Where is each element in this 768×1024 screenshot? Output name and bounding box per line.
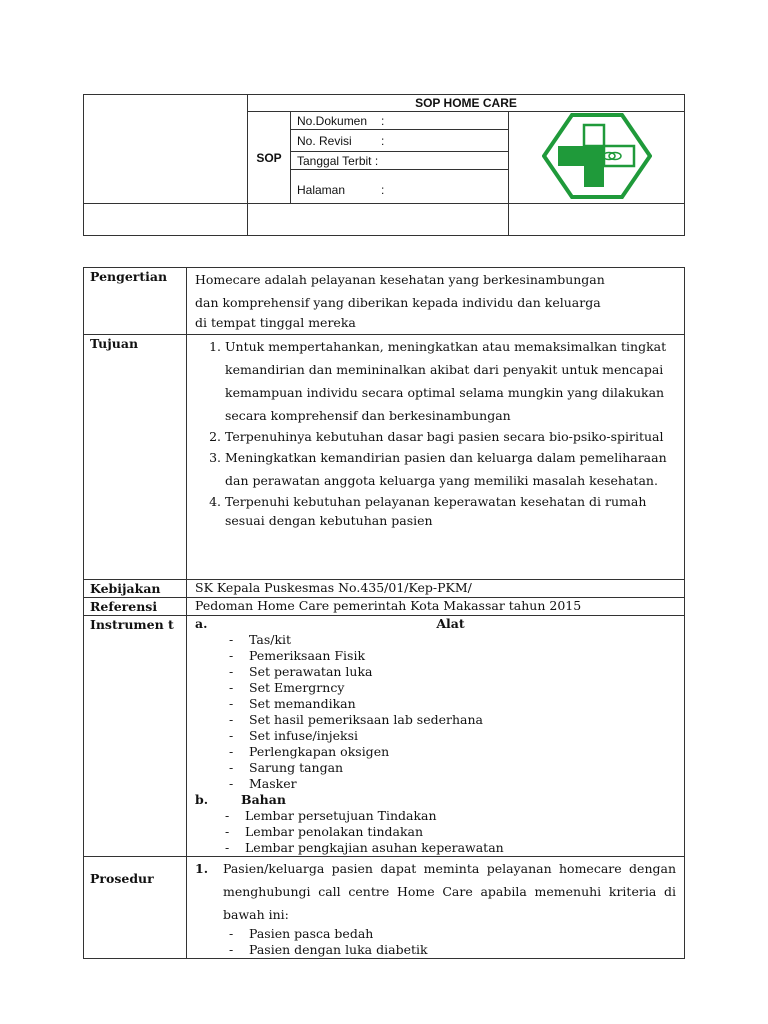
list-item: - Sarung tangan — [229, 760, 676, 776]
content-prosedur — [187, 857, 685, 959]
alat-list — [195, 632, 676, 792]
label-kebijakan: Kebijakan — [84, 580, 187, 598]
list-item: - Set hasil pemeriksaan lab sederhana — [229, 712, 676, 728]
list-item: - Lembar persetujuan Tindakan — [225, 808, 676, 824]
list-item: - Perlengkapan oksigen — [229, 744, 676, 760]
list-item: - Lembar pengkajian asuhan keperawatan — [225, 840, 676, 856]
list-item: - Tas/kit — [229, 632, 676, 648]
list-item: 4. Terpenuhi kebutuhan pelayanan keperawatan kesehatan di rumah sesuai dengan kebutuhan pasien — [225, 492, 676, 530]
sop-content-table — [83, 267, 685, 959]
sop-label: SOP — [248, 112, 291, 204]
list-item: - Set Emergrncy — [229, 680, 676, 696]
row-kebijakan — [84, 580, 685, 598]
footer-blank-cell-3 — [509, 204, 685, 236]
list-item: - Set memandikan — [229, 696, 676, 712]
content-referensi: Pedoman Home Care pemerintah Kota Makassar tahun 2015 — [187, 598, 685, 616]
field-no-dokumen: No.Dokumen : — [291, 112, 509, 130]
list-item: - Set infuse/injeksi — [229, 728, 676, 744]
sop-header-table — [83, 94, 685, 236]
field-tanggal-terbit: Tanggal Terbit : — [291, 152, 509, 170]
list-item: 2. Terpenuhinya kebutuhan dasar bagi pasien secara bio-psiko-spiritual — [225, 427, 676, 446]
prosedur-item: 1. Pasien/keluarga pasien dapat meminta pelayanan homecare dengan menghubungi call centre Home Care apabila memenuhi kriteria di bawah ini: — [195, 861, 676, 922]
row-tujuan — [84, 335, 685, 580]
field-halaman: Halaman : — [291, 170, 509, 204]
label-instrumen: Instrumen t — [84, 616, 187, 857]
list-item: - Pasien pasca bedah — [229, 926, 676, 942]
content-pengertian — [187, 268, 685, 335]
content-instrumen — [187, 616, 685, 857]
list-item: 1. Untuk mempertahankan, meningkatkan atau memaksimalkan tingkat kemandirian dan memininalkan akibat dari penyakit untuk mencapai kemampuan individu secara optimal selama mungkin yang dilakukan secara komprehensif dan berkesinambungan — [225, 335, 676, 427]
list-item: - Pemeriksaan Fisik — [229, 648, 676, 664]
row-pengertian — [84, 268, 685, 335]
alat-heading: a. Alat — [195, 616, 465, 631]
row-referensi — [84, 598, 685, 616]
label-prosedur: Prosedur — [84, 857, 187, 959]
logo-cell — [509, 112, 685, 204]
content-tujuan — [187, 335, 685, 580]
label-tujuan: Tujuan — [84, 335, 187, 580]
header-blank-cell — [84, 95, 248, 204]
footer-blank-cell-1 — [84, 204, 248, 236]
tujuan-list — [195, 335, 676, 530]
label-pengertian: Pengertian — [84, 268, 187, 335]
pengertian-text: Homecare adalah pelayanan kesehatan yang berkesinambungan dan komprehensif yang diberikan kepada individu dan keluarga di tempat tinggal mereka — [195, 272, 605, 330]
bahan-heading: b. Bahan — [195, 792, 286, 807]
content-kebijakan: SK Kepala Puskesmas No.435/01/Kep-PKM/ — [187, 580, 685, 598]
row-prosedur — [84, 857, 685, 959]
list-item: - Set perawatan luka — [229, 664, 676, 680]
document-title: SOP HOME CARE — [248, 95, 685, 112]
list-item: 3. Meningkatkan kemandirian pasien dan keluarga dalam pemeliharaan dan perawatan anggota keluarga yang memiliki masalah kesehatan. — [225, 446, 676, 492]
label-referensi: Referensi — [84, 598, 187, 616]
prosedur-sub-list — [195, 926, 676, 958]
bahan-list — [195, 808, 676, 856]
list-item: - Lembar penolakan tindakan — [225, 824, 676, 840]
footer-blank-cell-2 — [248, 204, 509, 236]
green-cross-puskesmas-logo-icon — [542, 113, 652, 199]
list-item: - Pasien dengan luka diabetik — [229, 942, 676, 958]
list-item: - Masker — [229, 776, 676, 792]
field-no-revisi: No. Revisi : — [291, 130, 509, 152]
row-instrumen — [84, 616, 685, 857]
